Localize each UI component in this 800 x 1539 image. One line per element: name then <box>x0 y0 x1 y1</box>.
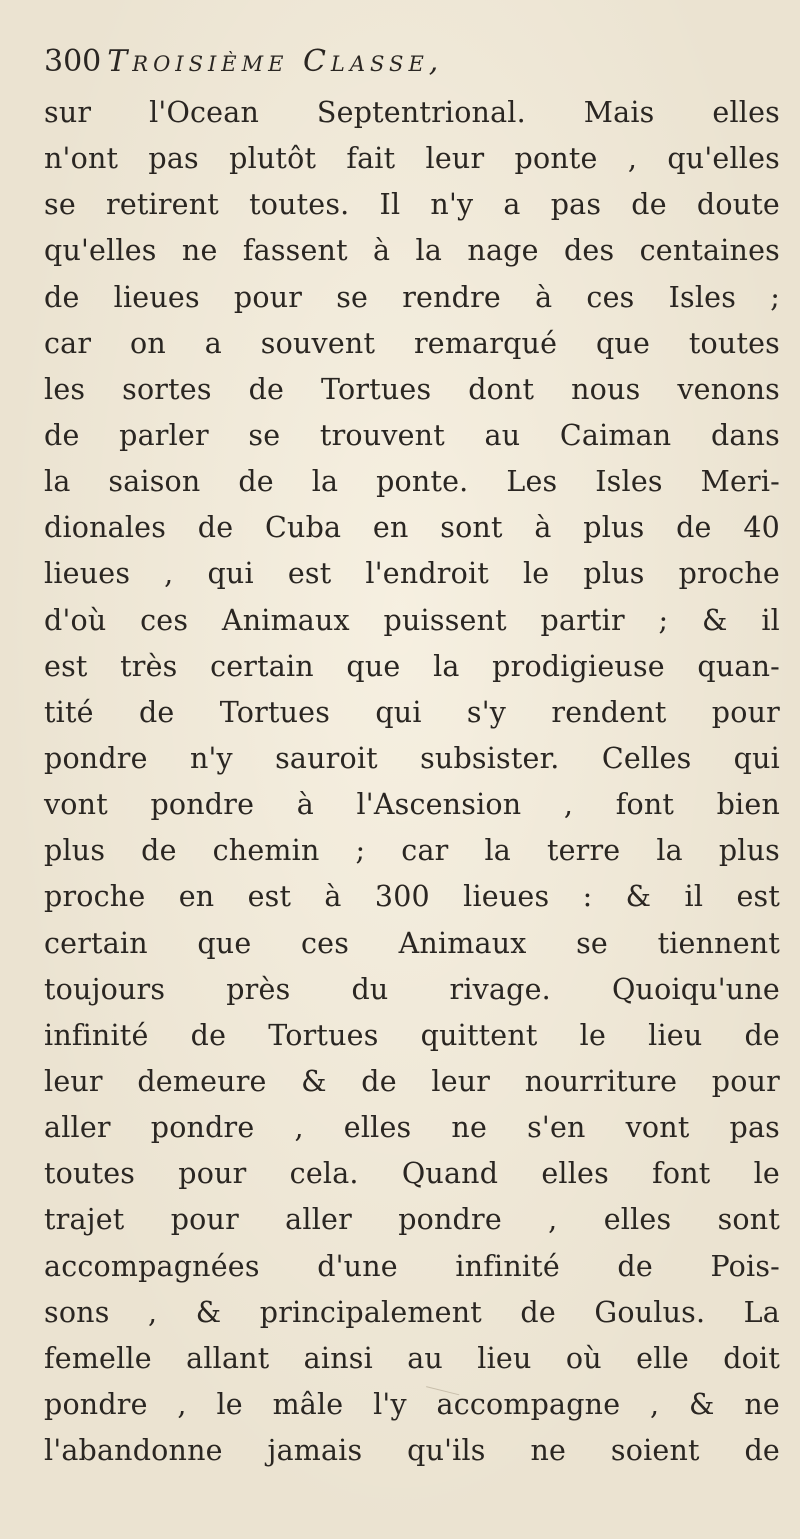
text-line: qu'elles ne fassent à la nage des centaines <box>44 234 780 268</box>
text-line: les sortes de Tortues dont nous venons <box>44 372 780 406</box>
text-line: trajet pour aller pondre , elles sont <box>44 1203 780 1237</box>
text-line: d'où ces Animaux puissent partir ; & il <box>44 603 780 637</box>
text-line: lieues , qui est l'endroit le plus proche <box>44 557 780 591</box>
page-number: 300 <box>44 44 102 79</box>
text-line: infinité de Tortues quittent le lieu de <box>44 1018 780 1052</box>
body-text <box>44 90 780 1474</box>
text-line: car on a souvent remarqué que toutes <box>44 326 780 360</box>
text-line: plus de chemin ; car la terre la plus <box>44 834 780 868</box>
text-line: la saison de la ponte. Les Isles Meri- <box>44 465 780 499</box>
text-line: proche en est à 300 lieues : & il est <box>44 880 780 914</box>
text-line: tité de Tortues qui s'y rendent pour <box>44 695 780 729</box>
text-line: femelle allant ainsi au lieu où elle doit <box>44 1341 780 1375</box>
text-line: de parler se trouvent au Caiman dans <box>44 418 780 452</box>
text-line: se retirent toutes. Il n'y a pas de doute <box>44 188 780 222</box>
text-line: vont pondre à l'Ascension , font bien <box>44 788 780 822</box>
text-line: l'abandonne jamais qu'ils ne soient de <box>44 1434 780 1468</box>
text-line: toutes pour cela. Quand elles font le <box>44 1157 780 1191</box>
text-line: accompagnées d'une infinité de Pois- <box>44 1249 780 1283</box>
text-line: est très certain que la prodigieuse quan- <box>44 649 780 683</box>
text-line: de lieues pour se rendre à ces Isles ; <box>44 280 780 314</box>
text-line: sur l'Ocean Septentrional. Mais elles <box>44 96 780 129</box>
text-line: n'ont pas plutôt fait leur ponte , qu'elles <box>44 142 780 176</box>
text-line: pondre n'y sauroit subsister. Celles qui <box>44 741 780 775</box>
text-line: sons , & principalement de Goulus. La <box>44 1295 780 1329</box>
text-line: pondre , le mâle l'y accompagne , & ne <box>44 1387 780 1421</box>
text-line: leur demeure & de leur nourriture pour <box>44 1064 780 1098</box>
running-head <box>44 44 764 94</box>
text-line: certain que ces Animaux se tiennent <box>44 926 780 960</box>
text-line: toujours près du rivage. Quoiqu'une <box>44 972 780 1006</box>
text-line: dionales de Cuba en sont à plus de 40 <box>44 511 780 545</box>
section-title: Troisième Classe, <box>107 44 444 79</box>
text-line: aller pondre , elles ne s'en vont pas <box>44 1111 780 1145</box>
